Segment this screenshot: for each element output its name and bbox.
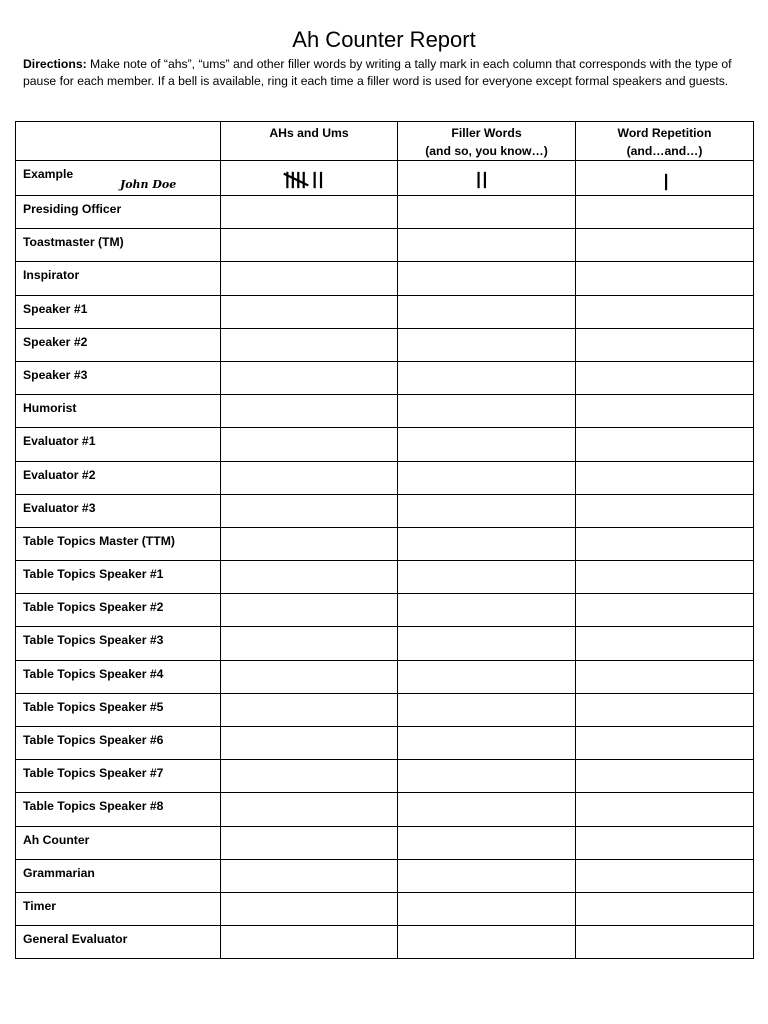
tally-cell-filler[interactable]	[398, 660, 576, 693]
role-label: Evaluator #2	[23, 467, 96, 482]
tally-cell-ahs[interactable]	[221, 892, 398, 925]
example-signature: John Doe	[120, 178, 177, 191]
role-label: Toastmaster (TM)	[23, 235, 124, 250]
role-name-cell	[16, 262, 221, 295]
tally-cell-ahs[interactable]	[221, 229, 398, 262]
tally-cell-repetition[interactable]	[576, 926, 754, 959]
tally-cell-repetition[interactable]	[576, 395, 754, 428]
tally-cell-filler[interactable]	[398, 361, 576, 394]
table-row	[16, 594, 754, 627]
tally-cell-ahs[interactable]	[221, 793, 398, 826]
tally-cell-repetition[interactable]	[576, 494, 754, 527]
role-name-cell	[16, 727, 221, 760]
tally-cell-filler[interactable]	[398, 328, 576, 361]
role-name-cell	[16, 760, 221, 793]
page-title: Ah Counter Report	[292, 27, 476, 52]
column-header-ahs	[221, 122, 398, 161]
role-label: Presiding Officer	[23, 202, 122, 216]
tally-cell-ahs[interactable]	[221, 395, 398, 428]
role-name-cell	[16, 461, 221, 494]
tally-cell-ahs[interactable]	[221, 527, 398, 560]
tally-cell-ahs[interactable]	[221, 627, 398, 660]
role-name-cell	[16, 826, 221, 859]
tally-cell-repetition[interactable]	[576, 262, 754, 295]
tally-cell-repetition[interactable]	[576, 428, 754, 461]
column-header-repetition	[576, 122, 754, 161]
tally-cell-ahs[interactable]	[221, 561, 398, 594]
table-row	[16, 328, 754, 361]
tally-cell-ahs[interactable]	[221, 594, 398, 627]
tally-cell-repetition[interactable]	[576, 826, 754, 859]
tally-cell-filler[interactable]	[398, 760, 576, 793]
table-row	[16, 461, 754, 494]
column-header-filler	[398, 122, 576, 161]
tally-cell-filler[interactable]	[398, 594, 576, 627]
table-row	[16, 527, 754, 560]
role-label: Ah Counter	[23, 832, 90, 847]
role-name-cell	[16, 594, 221, 627]
tally-cell-filler[interactable]	[398, 926, 576, 959]
example-label: Example	[23, 167, 74, 181]
tally-cell-repetition[interactable]	[576, 859, 754, 892]
tally-cell-ahs[interactable]	[221, 660, 398, 693]
role-name-cell	[16, 793, 221, 826]
role-label: Speaker #3	[23, 367, 88, 382]
role-name-cell	[16, 527, 221, 560]
tally-cell-repetition[interactable]	[576, 328, 754, 361]
role-label: Table Topics Speaker #4	[23, 666, 164, 681]
tally-cell-repetition[interactable]	[576, 527, 754, 560]
role-label: Table Topics Master (TTM)	[23, 533, 175, 548]
tally-marks-repetition	[662, 172, 672, 192]
role-name-cell	[16, 229, 221, 262]
role-label: Table Topics Speaker #2	[23, 600, 164, 615]
tally-cell-ahs[interactable]	[221, 361, 398, 394]
tally-cell-repetition[interactable]	[576, 693, 754, 726]
table-row	[16, 627, 754, 660]
role-label: Speaker #1	[23, 301, 88, 316]
tally-cell-filler[interactable]	[398, 561, 576, 594]
tally-cell-filler[interactable]	[398, 527, 576, 560]
role-label: Inspirator	[23, 268, 80, 283]
tally-cell-repetition[interactable]	[576, 229, 754, 262]
role-name-cell	[16, 361, 221, 394]
role-label: Grammarian	[23, 865, 95, 880]
table-row	[16, 428, 754, 461]
role-name-cell	[16, 428, 221, 461]
tally-cell-filler[interactable]	[398, 627, 576, 660]
tally-cell-ahs[interactable]	[221, 760, 398, 793]
role-name-cell	[16, 561, 221, 594]
role-name-cell	[16, 328, 221, 361]
tally-cell-filler[interactable]	[398, 262, 576, 295]
tally-marks-filler	[474, 170, 494, 190]
header-blank-cell	[16, 122, 221, 161]
tally-cell-filler[interactable]	[398, 395, 576, 428]
tally-cell-ahs[interactable]	[221, 494, 398, 527]
table-row	[16, 494, 754, 527]
tally-cell-ahs[interactable]	[221, 262, 398, 295]
example-row	[16, 161, 754, 196]
role-label: Table Topics Speaker #6	[23, 733, 164, 747]
tally-cell-ahs[interactable]	[221, 428, 398, 461]
tally-cell-filler[interactable]	[398, 892, 576, 925]
role-name-cell	[16, 926, 221, 959]
table-row	[16, 295, 754, 328]
role-name-cell	[16, 660, 221, 693]
tally-cell-filler[interactable]	[398, 494, 576, 527]
tally-cell-repetition[interactable]	[576, 461, 754, 494]
tally-cell-ahs[interactable]	[221, 461, 398, 494]
tally-cell-ahs[interactable]	[221, 328, 398, 361]
report-table	[15, 121, 754, 959]
tally-cell-repetition[interactable]	[576, 660, 754, 693]
example-name-cell	[16, 161, 221, 196]
tally-cell-ahs[interactable]	[221, 295, 398, 328]
directions	[23, 56, 745, 90]
table-row	[16, 859, 754, 892]
tally-cell-filler[interactable]	[398, 859, 576, 892]
table-row	[16, 561, 754, 594]
tally-cell-repetition[interactable]	[576, 295, 754, 328]
tally-cell-filler[interactable]	[398, 693, 576, 726]
tally-cell-ahs[interactable]	[221, 196, 398, 229]
role-label: General Evaluator	[23, 932, 128, 947]
role-label: Evaluator #3	[23, 500, 96, 515]
table-row	[16, 196, 754, 229]
table-row	[16, 229, 754, 262]
table-row	[16, 926, 754, 959]
tally-cell-repetition[interactable]	[576, 627, 754, 660]
role-label: Table Topics Speaker #3	[23, 633, 164, 648]
role-label: Table Topics Speaker #7	[23, 766, 164, 781]
tally-cell-filler[interactable]	[398, 295, 576, 328]
tally-cell-ahs[interactable]	[221, 727, 398, 760]
role-name-cell	[16, 693, 221, 726]
tally-cell-filler[interactable]	[398, 793, 576, 826]
tally-cell-ahs[interactable]	[221, 826, 398, 859]
table-row	[16, 760, 754, 793]
role-label: Table Topics Speaker #8	[23, 799, 164, 814]
tally-cell-repetition[interactable]	[576, 361, 754, 394]
tally-cell-filler[interactable]	[398, 461, 576, 494]
tally-cell-filler[interactable]	[398, 229, 576, 262]
tally-cell-repetition[interactable]	[576, 892, 754, 925]
table-row	[16, 395, 754, 428]
role-label: Timer	[23, 898, 56, 913]
tally-cell-repetition[interactable]	[576, 561, 754, 594]
column-header-filler-title: Filler Words	[451, 126, 522, 140]
role-name-cell	[16, 627, 221, 660]
table-row	[16, 660, 754, 693]
role-label: Table Topics Speaker #1	[23, 567, 164, 582]
example-tally-filler[interactable]	[398, 161, 576, 196]
role-name-cell	[16, 892, 221, 925]
role-name-cell	[16, 196, 221, 229]
tally-cell-ahs[interactable]	[221, 859, 398, 892]
role-name-cell	[16, 395, 221, 428]
tally-cell-filler[interactable]	[398, 428, 576, 461]
tally-cell-filler[interactable]	[398, 727, 576, 760]
table-row	[16, 693, 754, 726]
tally-cell-filler[interactable]	[398, 826, 576, 859]
tally-cell-repetition[interactable]	[576, 793, 754, 826]
tally-cell-repetition[interactable]	[576, 760, 754, 793]
table-row	[16, 361, 754, 394]
header-row	[16, 122, 754, 161]
role-label: Speaker #2	[23, 334, 88, 349]
tally-cell-repetition[interactable]	[576, 727, 754, 760]
role-label: Humorist	[23, 401, 77, 416]
tally-cell-repetition[interactable]	[576, 196, 754, 229]
tally-marks-ahs	[281, 170, 341, 190]
table-row	[16, 262, 754, 295]
example-tally-repetition[interactable]	[576, 161, 754, 196]
tally-cell-ahs[interactable]	[221, 693, 398, 726]
column-header-filler-subtitle: (and so, you know…)	[425, 144, 548, 158]
table-row	[16, 892, 754, 925]
column-header-ahs-title: AHs and Ums	[269, 126, 349, 140]
tally-cell-repetition[interactable]	[576, 594, 754, 627]
column-header-repetition-subtitle: (and…and…)	[626, 144, 703, 158]
table-row	[16, 727, 754, 760]
table-row	[16, 826, 754, 859]
tally-cell-filler[interactable]	[398, 196, 576, 229]
tally-cell-ahs[interactable]	[221, 926, 398, 959]
table-row	[16, 793, 754, 826]
directions-label: Directions:	[23, 57, 87, 71]
role-name-cell	[16, 859, 221, 892]
role-label: Table Topics Speaker #5	[23, 699, 164, 714]
role-label: Evaluator #1	[23, 434, 96, 449]
column-header-repetition-title: Word Repetition	[617, 126, 712, 140]
directions-text: Make note of “ahs”, “ums” and other filler words by writing a tally mark in each column that corresponds with the type of pause for each member. If a bell is available, ring it each time a filler word is used for everyone except formal speakers and guests.	[23, 57, 732, 88]
role-name-cell	[16, 295, 221, 328]
role-name-cell	[16, 494, 221, 527]
example-tally-ahs[interactable]	[221, 161, 398, 196]
